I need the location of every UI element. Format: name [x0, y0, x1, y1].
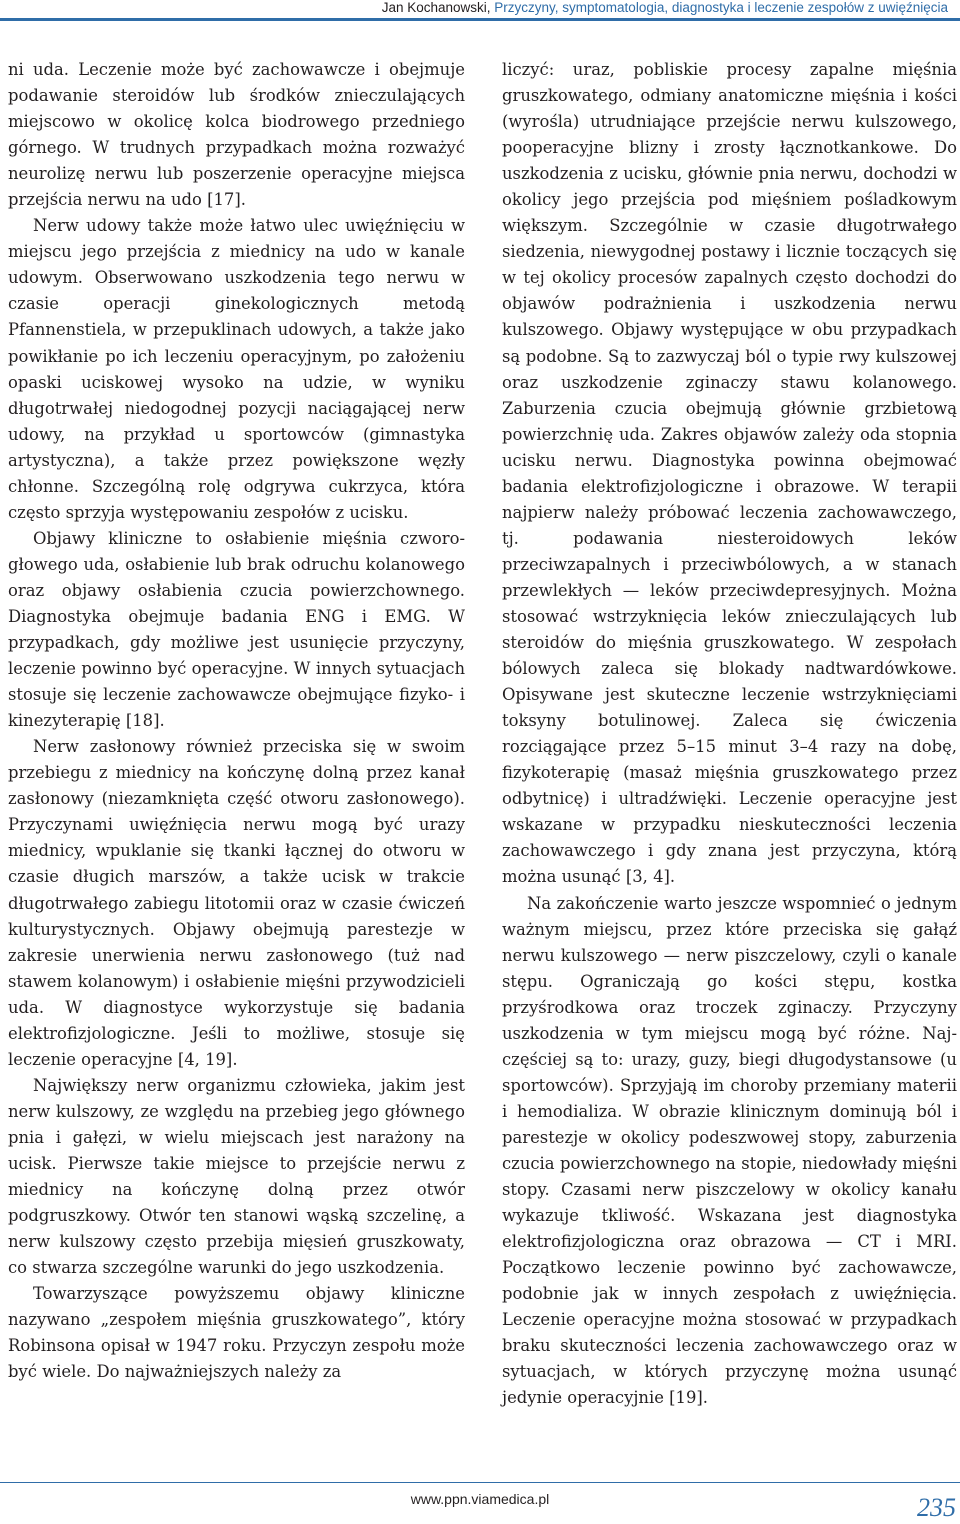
right-column: [502, 57, 957, 1411]
header-rule: [0, 18, 960, 21]
left-column: [8, 57, 465, 1385]
paragraph: Największy nerw organizmu człowieka, jakim jest nerw kulszowy, ze względu na przebieg jego głównego pnia i gałęzi, w wielu miejscach jest narażony na ucisk. Pierwsze takie miejsce to przejście nerwu z miednicy na kończynę dolną przez otwór podgruszkowy. Otwór ten stanowi wąską szczelinę, a nerw kulszowy często przebija mięsień gruszkowaty, co stwarza szczególne warunki do jego uszkodzenia.: [8, 1075, 465, 1278]
paragraph: Towarzyszące powyższemu objawy kliniczne nazywano „zespołem mięśnia gruszkowatego”, który Robinsona opisał w 1947 roku. Przyczyn zespołu może być wiele. Do najważniejszych należy za: [8, 1284, 465, 1382]
paragraph: ni uda. Leczenie może być zachowawcze i obejmuje podawanie steroidów lub środków znieczulających miejscowo w okolicę kolca biodrowego przedniego górnego. W trudnych przypadkach można rozważyć neurolizę nerwu lub poszerzenie operacyjne miejsca przejścia nerwu na udo [17].: [8, 60, 465, 210]
footer-url[interactable]: www.ppn.viamedica.pl: [410, 1491, 550, 1507]
footer-rule: [0, 1482, 960, 1483]
paragraph: Nerw udowy także może łatwo ulec uwięźnięciu w miejscu jego przejścia z miednicy na udo w kanale udowym. Obserwowano uszkodzenia tego nerwu w czasie operacji ginekologicznych metodą Pfannenstiela, w przepuklinach udowych, a także jako powikłanie po ich leczeniu operacyjnym, po założeniu opaski uciskowej wysoko na udzie, w wyniku długotrwałej niedogodnej pozycji naciągającej nerw udowy, na przykład u sportowców (gimnastyka artystyczna), a także przez powiększone węzły chłonne. Szczególną rolę odgrywa cukrzyca, która często sprzyja występowaniu zespołów z ucisku.: [8, 216, 465, 522]
running-header: [0, 0, 960, 34]
header-title: Przyczyny, symptomatologia, diagnostyka i leczenie zespołów z uwięźnięcia: [494, 0, 948, 15]
page-number: 235: [917, 1493, 956, 1522]
paragraph: Na zakończenie warto jeszcze wspomnieć o jednym ważnym miejscu, przez które przeciska się gałąź nerwu kulszowego — nerw piszczelowy, czyli o kanale stępu. Ograniczają go kości stępu, kostka przyśrodkowa oraz troczek zginaczy. Przyczyny uszkodzenia w tym miejscu mogą być różne. Najczęściej są to: urazy, guzy, biegi długodystansowe (u sportowców). Sprzyjają im choroby przemiany materii i hemodializa. W obrazie klinicznym dominują ból i parestezje w okolicy podeszwowej stopy, zaburzenia czucia powierzchownego na stopie, niedowłady mięśni stopy. Czasami nerw piszczelowy w okolicy kanału wykazuje tkliwość. Wskazana jest diagnostyka elektrofizjologiczna oraz obrazowa — CT i MRI. Początkowo leczenie powinno być zachowawcze, podobnie jak w innych zespołach z uwięźnięcia. Leczenie operacyjne można stosować w przypadkach braku skuteczności leczenia zachowawczego oraz w sytuacjach, w których przyczynę można usunąć jedynie operacyjnie [19].: [502, 893, 957, 1408]
header-author: Jan Kochanowski,: [381, 0, 495, 15]
paragraph: Nerw zasłonowy również przeciska się w swoim przebiegu z miednicy na kończynę dolną przez kanał zasłonowy (niezamknięta część otworu zasłonowego). Przyczynami uwięźnięcia nerwu mogą być urazy miednicy, wpuklanie się tkanki łącznej do otworu w czasie długich marszów, a także ucisk w trakcie długotrwałego zabiegu litotomii oraz w czasie ćwiczeń kulturystycznych. Objawy obejmują parestezje w zakresie unerwienia nerwu zasłonowego (tuż nad stawem kolanowym) i osłabienie mięśni przywodzicieli uda. W diagnostyce wykorzystuje się badania elektrofizjologiczne. Jeśli to możliwe, stosuje się leczenie operacyjne [4, 19].: [8, 737, 465, 1069]
paragraph: liczyć: uraz, pobliskie procesy zapalne mięśnia gruszkowatego, odmiany anatomiczne mięśnia i kości (wyrośla) utrudniające przejście nerwu kulszowego, pooperacyjne blizny i zrosty łącznotkankowe. Do uszkodzenia z ucisku, głównie pnia nerwu, dochodzi w okolicy jego przejścia pod mięśniem pośladkowym większym. Szczególnie w czasie długotrwałego siedzenia, niewygodnej postawy i licznie toczących się w tej okolicy procesów zapalnych często dochodzi do objawów podrażnienia i uszkodzenia nerwu kulszowego. Objawy występujące w obu przypadkach są podobne. Są to zazwyczaj ból o typie rwy kulszowej oraz uszkodzenie zginaczy stawu kolanowego. Zaburzenia czucia obejmują głównie grzbietową powierzchnię uda. Zakres objawów zależy oda stopnia ucisku nerwu. Diagnostyka powinna obejmować badania elektrofizjologiczne i obrazowe. W terapii najpierw należy próbować leczenia zachowawczego, tj. podawania niesteroidowych leków przeciwzapalnych i przeciwbólowych, a w stanach przewlekłych — leków przeciwdepresyjnych. Można stosować wstrzyknięcia leków znieczulających lub steroidów do mięśnia gruszkowatego. W zespołach bólowych zaleca się blokady nadtwardówkowe. Opisywane jest skuteczne leczenie wstrzyknięciami toksyny botulinowej. Zaleca się ćwiczenia rozciągające przez 5–15 minut 3–4 razy na dobę, fizykoterapię (masaż mięśnia gruszkowatego przez odbytnicę) i ultradźwięki. Leczenie operacyjne jest wskazane w przypadku nieskuteczności leczenia zachowawczego i gdy znana jest przyczyna, którą można usunąć [3, 4].: [502, 60, 957, 887]
paragraph: Objawy kliniczne to osłabienie mięśnia czworogłowego uda, osłabienie lub brak odruchu kolanowego oraz objawy osłabienia czucia powierzchownego. Diagnostyka obejmuje badania ENG i EMG. W przypadkach, gdy możliwe jest usunięcie przyczyny, leczenie powinno być operacyjne. W innych sytuacjach stosuje się leczenie zachowawcze obejmujące fizyko- i kinezyterapię [18].: [8, 528, 465, 731]
